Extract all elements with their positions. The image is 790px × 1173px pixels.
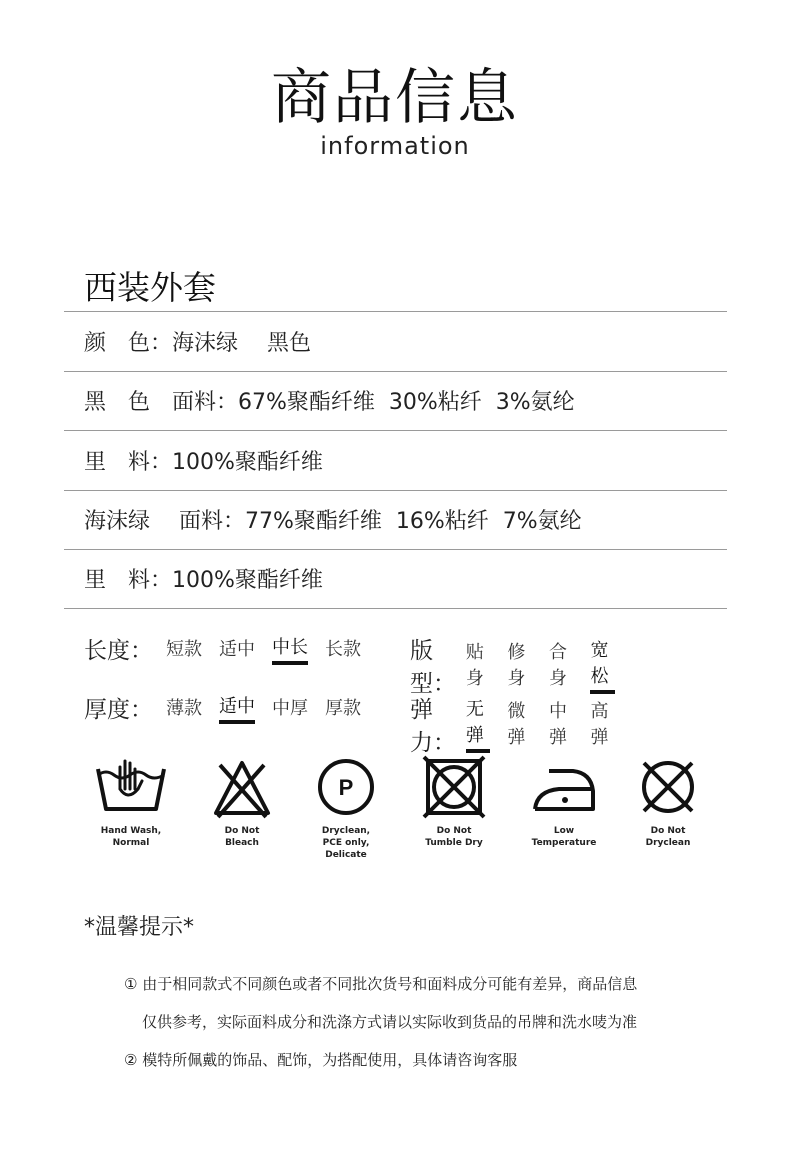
care-label: Do Not Dryclean (645, 826, 691, 848)
length-option: 短款 (166, 638, 202, 660)
care-item-do-not-tumble-dry (404, 755, 504, 849)
fit-option: 合身 (548, 642, 567, 689)
thickness-option: 中厚 (272, 697, 308, 719)
care-item-do-not-bleach (192, 755, 292, 849)
care-item-dryclean (296, 755, 396, 861)
svg-text:P: P (338, 775, 354, 800)
elasticity-group (410, 691, 632, 757)
tip-line: ① 由于相同款式不同颜色或者不同批次货号和面料成分可能有差异，商品信息 (124, 975, 638, 993)
tip-line: 仅供参考，实际面料成分和洗涤方式请以实际收到货品的吊牌和洗水唛为准 (142, 1013, 638, 1031)
spec-row-color: 颜 色：海沫绿 黑色 (64, 311, 727, 371)
length-option: 长款 (325, 638, 361, 660)
do-not-dryclean-icon (636, 755, 700, 819)
length-label: 长度： (84, 638, 153, 664)
care-label: Dryclean, PCE only, Delicate (321, 826, 371, 860)
care-item-hand-wash (81, 755, 181, 849)
care-item-iron-low (514, 755, 614, 849)
fit-option: 贴身 (465, 642, 484, 689)
thickness-label: 厚度： (84, 697, 153, 723)
spec-table (64, 311, 727, 609)
care-label: Do Not Bleach (224, 826, 260, 848)
dryclean-p-icon (314, 755, 378, 819)
iron-low-icon (529, 755, 599, 819)
care-label: Hand Wash, Normal (100, 826, 162, 848)
hand-wash-icon (94, 755, 168, 819)
tips-title: *温馨提示* (84, 915, 195, 940)
thickness-option: 薄款 (166, 697, 202, 719)
section-title: 西装外套 (84, 268, 216, 307)
fit-label: 版型： (410, 638, 456, 697)
do-not-bleach-icon (210, 755, 274, 819)
do-not-tumble-dry-icon (422, 755, 486, 819)
fit-group (410, 632, 632, 698)
care-label: Low Temperature (531, 826, 597, 848)
thickness-option: 厚款 (325, 697, 361, 719)
spec-row-lining: 里 料：100%聚酯纤维 (64, 430, 727, 490)
spec-row-lining: 里 料：100%聚酯纤维 (64, 549, 727, 609)
elasticity-option-selected: 无弹 (466, 695, 491, 753)
page-subtitle: information (320, 132, 470, 160)
page-title: 商品信息 (271, 63, 519, 133)
fit-option-selected: 宽松 (590, 636, 615, 694)
elasticity-option: 高弹 (590, 701, 609, 748)
fit-option: 修身 (507, 642, 526, 689)
length-option-selected: 中长 (272, 633, 308, 665)
elasticity-option: 中弹 (548, 701, 567, 748)
thickness-option-selected: 适中 (219, 692, 255, 724)
care-label: Do Not Tumble Dry (425, 826, 483, 848)
spec-row-green-fabric: 海沫绿 面料：77%聚酯纤维 16%粘纤 7%氨纶 (64, 490, 727, 550)
elasticity-option: 微弹 (507, 701, 526, 748)
length-option: 适中 (219, 638, 255, 660)
elasticity-label: 弹力： (410, 697, 456, 756)
care-instructions (84, 755, 704, 865)
tip-line: ② 模特所佩戴的饰品、配饰，为搭配使用，具体请咨询客服 (124, 1051, 518, 1069)
spec-row-black-fabric: 黑 色 面料：67%聚酯纤维 30%粘纤 3%氨纶 (64, 371, 727, 431)
attr-line-thickness-elasticity (84, 691, 609, 756)
care-item-do-not-dryclean (618, 755, 718, 849)
attr-line-length-fit (84, 632, 609, 697)
